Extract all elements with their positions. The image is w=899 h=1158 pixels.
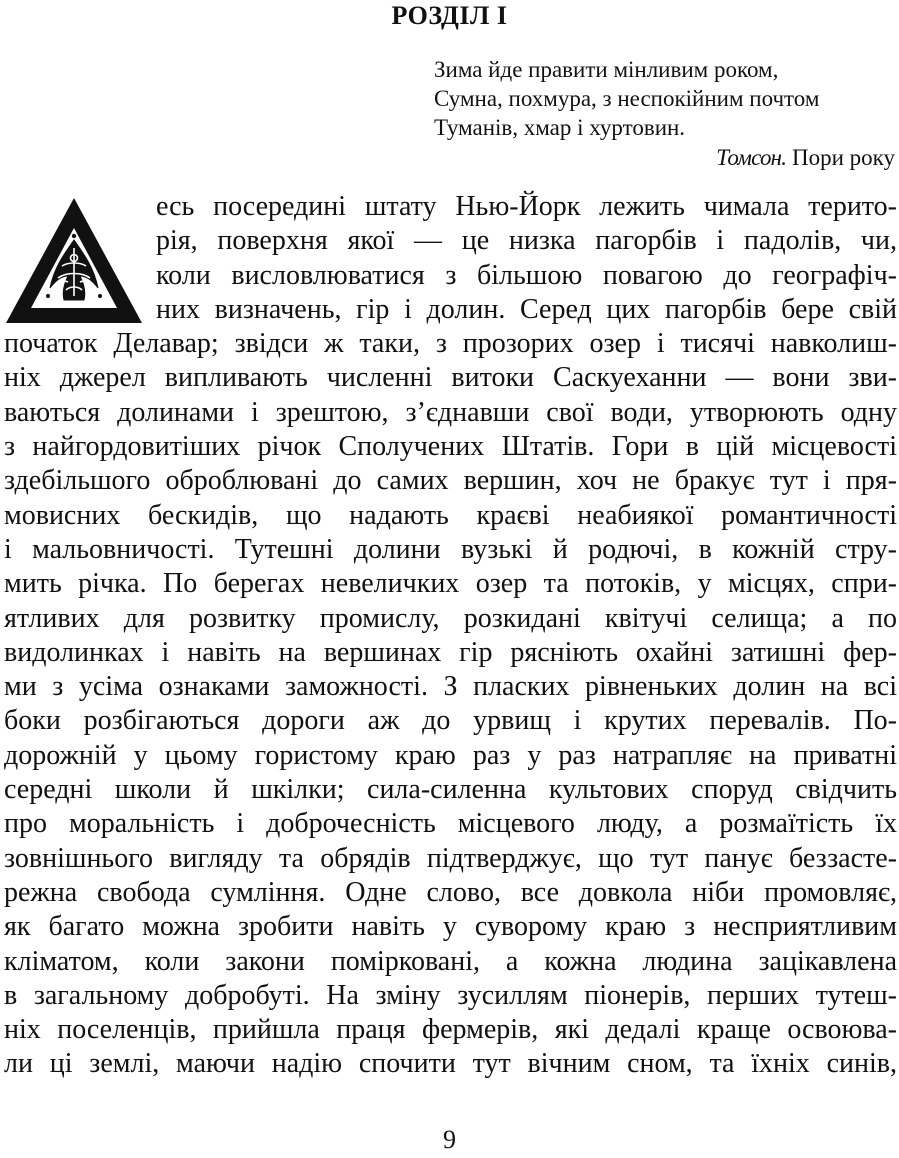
- text-line: ніх поселенців, прийшла праця фермерів, які дедалі краще освоюва-: [4, 1014, 897, 1046]
- text-line: боки розбігаються дороги аж до урвищ і крутих перевалів. По-: [4, 705, 897, 737]
- text-line: ми з усіма ознаками заможності. З пласких рівненьких долин на всі: [4, 671, 897, 703]
- text-line: з найгордовитіших річок Сполучених Штатів. Гори в цій місцевості: [4, 431, 897, 463]
- text-line: ніх джерел випливають численні витоки Саскуеханни — вони зви-: [4, 362, 897, 394]
- text-line: коли висловлюватися з більшою повагою до географіч-: [156, 259, 897, 291]
- epigraph-attribution: [716, 143, 895, 172]
- text-line: ли ці землі, маючи надію спочити тут вічним сном, та їхніх синів,: [4, 1048, 897, 1080]
- text-line: і мальовничості. Тутешні долини вузькі й родючі, в кожній стру-: [4, 533, 897, 565]
- text-line: них визначень, гір і долин. Серед цих пагорбів бере свій: [156, 293, 897, 325]
- text-line: початок Делавар; звідси ж таки, з прозорих озер і тисячі навколиш-: [4, 328, 897, 360]
- text-line: мить річка. По берегах невеличких озер та потоків, у місцях, спри-: [4, 568, 897, 600]
- text-line: ятливих для розвитку промислу, розкидані квітучі селища; а по: [4, 602, 897, 634]
- text-line: режна свобода сумління. Одне слово, все довкола ніби промовляє,: [4, 876, 897, 908]
- text-line: про моральність і доброчесність місцевого люду, а розмаїтість їх: [4, 808, 897, 840]
- epigraph-line: Туманів, хмар і хуртовин.: [434, 115, 686, 140]
- text-line: здебільшого оброблювані до самих вершин, хоч не бракує тут і пря-: [4, 465, 897, 497]
- page-number: 9: [443, 1125, 456, 1154]
- epigraph-line: Зима йде правити мінливим роком,: [434, 57, 779, 82]
- text-line: як багато можна зробити навіть у суворому краю з несприятливим: [4, 911, 897, 943]
- text-line: дорожній у цьому гористому краю раз у раз натрапляє на приватні: [4, 739, 897, 771]
- text-line: кліматом, коли закони помірковані, а кожна людина зацікавлена: [4, 945, 897, 977]
- text-line: середні школи й шкілки; сила-силенна культових споруд свідчить: [4, 774, 897, 806]
- epigraph: [434, 55, 894, 142]
- text-line: зовнішнього вигляду та обрядів підтверджує, що тут панує беззасте-: [4, 842, 897, 874]
- body-text: [4, 190, 897, 1082]
- epigraph-line: Сумна, похмура, з неспокійним почтом: [434, 86, 820, 111]
- text-line: рія, поверхня якої — це низка пагорбів і падолів, чи,: [156, 225, 897, 257]
- epigraph-author: Томсон.: [716, 145, 787, 170]
- text-line: мовисних бескидів, що надають краєві неабиякої романтичності: [4, 499, 897, 531]
- epigraph-source: Пори року: [791, 145, 895, 170]
- text-line: видолинках і навіть на вершинах гір рясніють охайні затишні фер-: [4, 636, 897, 668]
- text-line: есь посередині штату Нью-Йорк лежить чимала терито-: [156, 191, 897, 222]
- text-line: ваються долинами і зрештою, з’єднавши свої води, утворюють одну: [4, 396, 897, 428]
- text-line: в загальному добробуті. На зміну зусиллям піонерів, перших тутеш-: [4, 979, 897, 1011]
- chapter-title: РОЗДІЛ І: [391, 1, 508, 30]
